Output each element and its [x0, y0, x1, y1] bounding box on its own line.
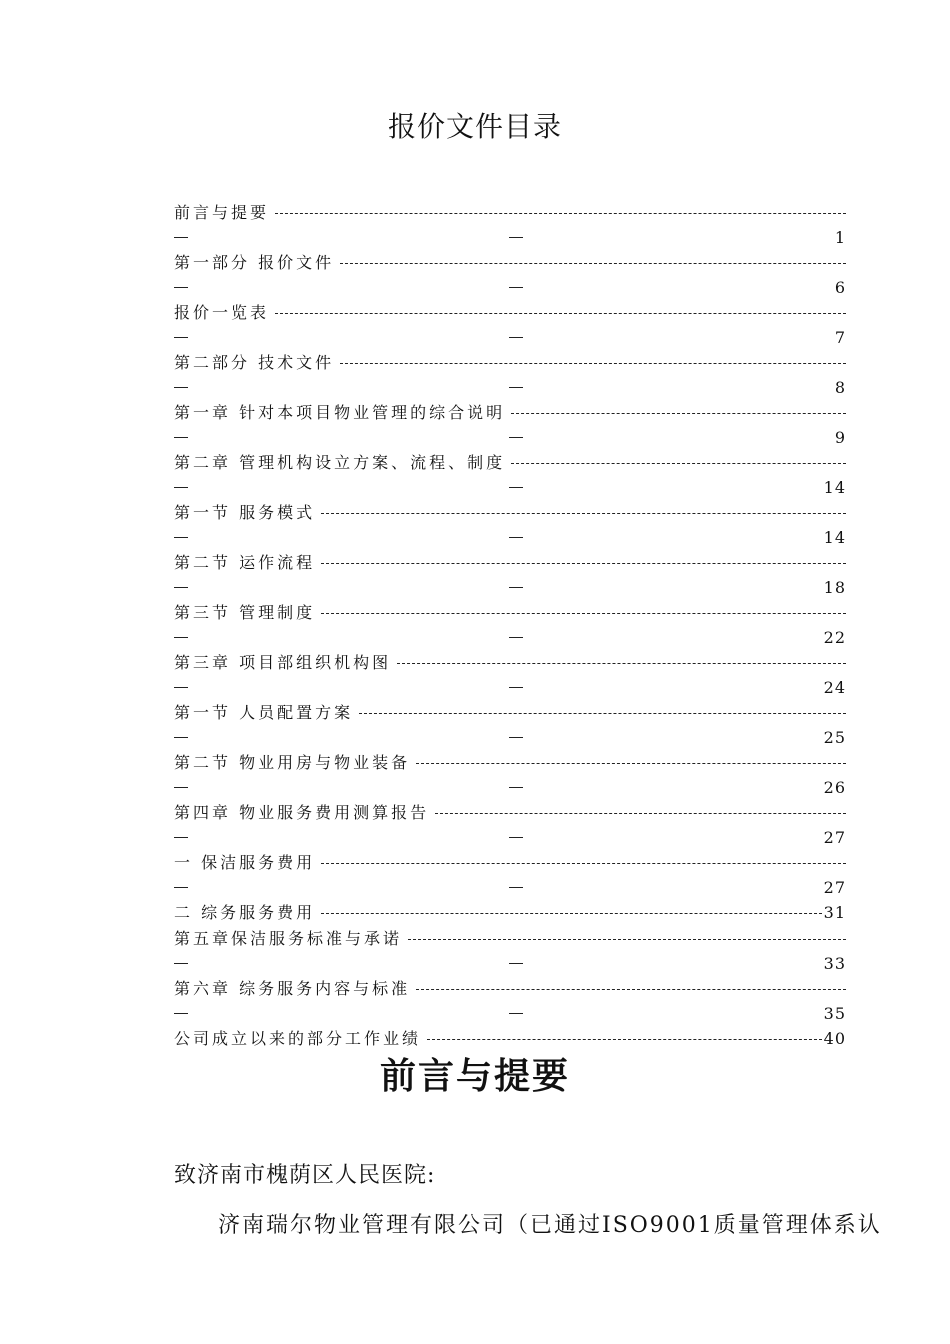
toc-entry[interactable]	[174, 976, 846, 1026]
toc-leader-line	[511, 463, 846, 464]
toc-entry[interactable]	[174, 250, 846, 300]
toc-entry-label: 第二章 管理机构设立方案、流程、制度	[174, 453, 506, 472]
toc-entry-label: 前言与提要	[174, 203, 270, 222]
toc-page-number: 22	[823, 628, 846, 647]
toc-leader-dash	[174, 337, 188, 338]
toc-entry[interactable]	[174, 550, 846, 600]
toc-leader-dash	[174, 787, 188, 788]
toc-leader-line	[321, 513, 846, 514]
toc-entry-label: 二 综务服务费用	[174, 903, 316, 922]
toc-entry[interactable]	[174, 600, 846, 650]
toc-leader-dash	[509, 437, 523, 438]
toc-leader-dash	[509, 287, 523, 288]
toc-page-number: 14	[823, 478, 846, 497]
toc-entry[interactable]	[174, 500, 846, 550]
toc-leader-dash	[509, 963, 523, 964]
toc-leader-dash	[174, 637, 188, 638]
toc-leader-dash	[509, 1013, 523, 1014]
toc-page-number: 7	[834, 328, 846, 347]
document-title: 报价文件目录	[387, 110, 562, 143]
toc-leader-dash	[509, 387, 523, 388]
toc-page-number: 33	[823, 954, 846, 973]
toc-page-number: 27	[823, 828, 846, 847]
toc-leader-dash	[509, 487, 523, 488]
toc-page-number: 26	[823, 778, 846, 797]
toc-entry-label: 第二部分 技术文件	[174, 353, 335, 372]
toc-leader-line	[275, 313, 846, 314]
toc-entry[interactable]	[174, 650, 846, 700]
toc-leader-dash	[174, 587, 188, 588]
toc-entry[interactable]	[174, 350, 846, 400]
toc-page-number: 40	[823, 1029, 846, 1048]
toc-leader-line	[321, 913, 822, 914]
toc-leader-line	[416, 989, 846, 990]
toc-entry[interactable]	[174, 450, 846, 500]
toc-page-number: 8	[834, 378, 846, 397]
toc-entry-label: 第一章 针对本项目物业管理的综合说明	[174, 403, 506, 422]
toc-entry[interactable]	[174, 300, 846, 350]
toc-leader-dash	[174, 837, 188, 838]
paragraph-text: 济南瑞尔物业管理有限公司（已通过ISO9001质量管理体系认	[218, 1213, 882, 1238]
toc-leader-line	[427, 1039, 822, 1040]
toc-leader-dash	[509, 337, 523, 338]
toc-leader-line	[321, 863, 846, 864]
toc-entry[interactable]	[174, 700, 846, 750]
toc-leader-dash	[174, 437, 188, 438]
toc-entry-label: 第六章 综务服务内容与标准	[174, 979, 411, 998]
toc-entry[interactable]	[174, 200, 846, 250]
toc-entry[interactable]	[174, 800, 846, 850]
toc-leader-dash	[174, 1013, 188, 1014]
toc-leader-line	[340, 363, 846, 364]
toc-leader-line	[321, 613, 846, 614]
toc-leader-line	[340, 263, 846, 264]
toc-leader-line	[416, 763, 846, 764]
toc-leader-line	[397, 663, 846, 664]
toc-leader-dash	[509, 787, 523, 788]
toc-leader-dash	[174, 737, 188, 738]
toc-leader-dash	[174, 963, 188, 964]
toc-leader-line	[435, 813, 846, 814]
toc-entry-label: 第三章 项目部组织机构图	[174, 653, 392, 672]
toc-page-number: 6	[834, 278, 846, 297]
toc-leader-line	[511, 413, 846, 414]
toc-leader-line	[359, 713, 846, 714]
toc-page-number: 25	[823, 728, 846, 747]
toc-entry[interactable]	[174, 850, 846, 900]
toc-leader-dash	[509, 837, 523, 838]
toc-leader-dash	[174, 887, 188, 888]
toc-entry-label: 第二节 物业用房与物业装备	[174, 753, 411, 772]
toc-leader-dash	[509, 687, 523, 688]
toc-leader-dash	[509, 737, 523, 738]
toc-leader-dash	[174, 537, 188, 538]
toc-leader-dash	[509, 537, 523, 538]
section-heading: 前言与提要	[379, 1055, 570, 1097]
table-of-contents	[174, 200, 846, 1052]
toc-entry-label: 第一部分 报价文件	[174, 253, 335, 272]
toc-entry-label: 第一节 服务模式	[174, 503, 316, 522]
toc-leader-line	[321, 563, 846, 564]
toc-entry-label: 第五章保洁服务标准与承诺	[174, 929, 403, 948]
toc-entry-label: 第三节 管理制度	[174, 603, 316, 622]
toc-leader-dash	[174, 387, 188, 388]
toc-leader-dash	[174, 687, 188, 688]
toc-page-number: 1	[834, 228, 846, 247]
toc-leader-dash	[174, 237, 188, 238]
toc-leader-dash	[509, 887, 523, 888]
toc-page-number: 35	[823, 1004, 846, 1023]
toc-leader-line	[408, 939, 846, 940]
toc-leader-line	[275, 213, 846, 214]
toc-entry-label: 第一节 人员配置方案	[174, 703, 354, 722]
toc-entry-label: 第二节 运作流程	[174, 553, 316, 572]
toc-page-number: 14	[823, 528, 846, 547]
toc-page-number: 24	[823, 678, 846, 697]
toc-page-number: 18	[823, 578, 846, 597]
toc-entry-label: 报价一览表	[174, 303, 270, 322]
toc-entry[interactable]	[174, 750, 846, 800]
toc-entry-label: 第四章 物业服务费用测算报告	[174, 803, 430, 822]
toc-leader-dash	[509, 587, 523, 588]
toc-entry-label: 一 保洁服务费用	[174, 853, 316, 872]
salutation: 致济南市槐荫区人民医院:	[174, 1163, 436, 1188]
toc-page-number: 27	[823, 878, 846, 897]
toc-entry[interactable]	[174, 900, 846, 926]
toc-page-number: 9	[834, 428, 846, 447]
toc-entry-label: 公司成立以来的部分工作业绩	[174, 1029, 422, 1048]
toc-leader-dash	[174, 287, 188, 288]
toc-leader-dash	[509, 637, 523, 638]
toc-page-number: 31	[823, 903, 846, 922]
toc-leader-dash	[174, 487, 188, 488]
toc-entry[interactable]	[174, 926, 846, 976]
toc-leader-dash	[509, 237, 523, 238]
toc-entry[interactable]	[174, 400, 846, 450]
